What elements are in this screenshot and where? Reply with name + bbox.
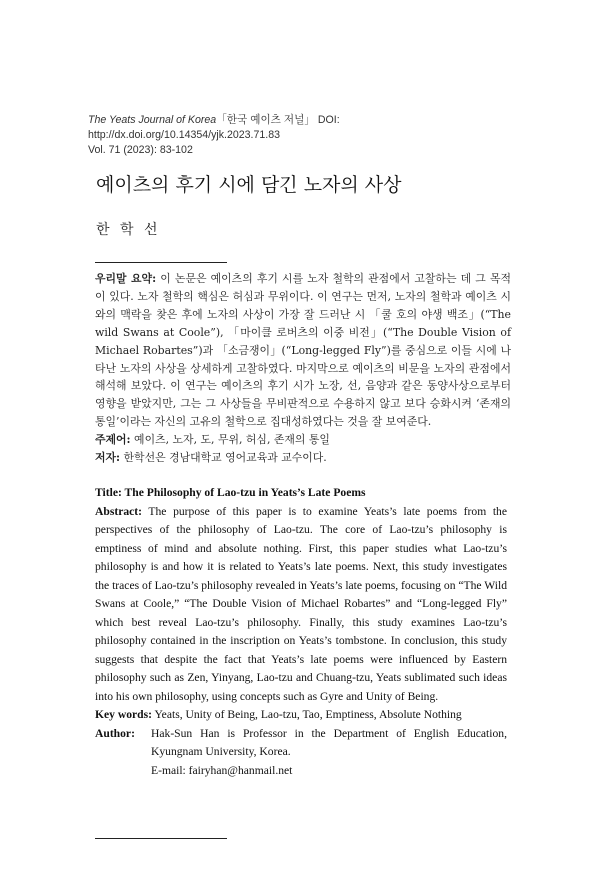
journal-name: The Yeats Journal of Korea [88,114,217,126]
korean-summary-text: 이 논문은 예이츠의 후기 시를 노자 철학의 관점에서 고찰하는 데 그 목적이 있다. 노자 철학의 핵심은 허심과 무위이다. 이 연구는 먼저, 노자의 철학과 예이츠 시와의 맥락을 찾은 후에 노자의 사상이 가장 잘 드러난 시 「쿨 호의 야생 백조」(“The wild Swans at Coole”), 「마이클 로버츠의 이중 비전」(“The Double Vision of Michael Robartes”)과 「소금쟁이」(“Long-legged Fly”)를 중심으로 이들 시에 나타난 노자의 사상을 상세하게 고찰하였다. 마지막으로 예이츠의 비문을 노자의 관점에서 해석해 보았다. 이 연구는 예이츠의 후기 시가 노장, 선, 음양과 같은 동양사상으로부터 영향을 받았지만, 그는 그 사상들을 무비판적으로 수용하지 않고 보다 승화시켜 ‘존재의 통일’이라는 자신의 고유의 철학으로 집대성하였다는 것을 잘 보여준다. [95,272,511,429]
english-abstract-paragraph [95,503,507,707]
doi-link[interactable]: DOI: http://dx.doi.org/10.14354/yjk.2023.71.83 [88,114,340,141]
korean-author-text: 한학선은 경남대학교 영어교육과 교수이다. [120,451,327,465]
english-author-text: Hak-Sun Han is Professor in the Department of English Education, Kyungnam University, Korea. [151,726,507,758]
english-keywords-label: Key words: [95,708,152,721]
english-author-label: Author: [95,726,135,740]
volume-info: Vol. 71 (2023): 83-102 [88,144,193,156]
korean-summary [95,270,511,431]
english-keywords [95,706,507,725]
english-abstract-label: Abstract: [95,504,143,518]
english-abstract [95,484,507,780]
footnote-divider [95,838,227,839]
journal-korean-name: 「한국 예이츠 저널」 [216,114,315,126]
korean-keywords-label: 주제어: [95,433,131,447]
english-title [95,484,507,503]
journal-citation-line [88,113,518,143]
author-name-korean: 한 학 선 [96,222,161,238]
korean-author-label: 저자: [95,451,121,465]
paper-title-korean: 예이츠의 후기 시에 담긴 노자의 사상 [96,174,402,196]
korean-abstract [95,270,511,467]
english-author-info [95,725,507,781]
english-keywords-text: Yeats, Unity of Being, Lao-tzu, Tao, Emptiness, Absolute Nothing [152,708,462,721]
english-title-label: Title: [95,486,122,499]
korean-keywords-text: 예이츠, 노자, 도, 무위, 허심, 존재의 통일 [130,433,330,447]
korean-summary-label: 우리말 요약: [95,272,157,285]
journal-header [88,113,518,158]
english-abstract-text: The purpose of this paper is to examine Yeats’s late poems from the perspectives of the philosophy of Lao-tzu. The core of Lao-tzu’s philosophy is emptiness of mind and absolute nothing. First, this paper studies what Lao-tzu’s philosophy is and how it is related to Yeats’s late poems. Next, this study investigates the traces of Lao-tzu’s philosophy revealed in Yeats’s late poems, focusing on “The Wild Swans at Coole,” “The Double Vision of Michael Robartes” and “Long-legged Fly” which best reveal Lao-tzu’s philosophy. Finally, this study examines Lao-tzu’s philosophy contained in the inscription on Yeats’s tombstone. In conclusion, this study suggests that despite the fact that Yeats’s late poems were influenced by Eastern philosophy such as Zen, Yinyang, Lao-tzu and Chuang-tzu, Yeats sublimated such ideas into his own philosophy, using concepts such as Gyre and Unity of Being. [95,504,507,703]
english-title-text: The Philosophy of Lao-tzu in Yeats’s Late Poems [121,486,366,499]
korean-keywords [95,431,511,449]
korean-author-info [95,449,511,467]
section-divider [95,262,227,263]
author-email[interactable]: E-mail: fairyhan@hanmail.net [151,763,293,777]
